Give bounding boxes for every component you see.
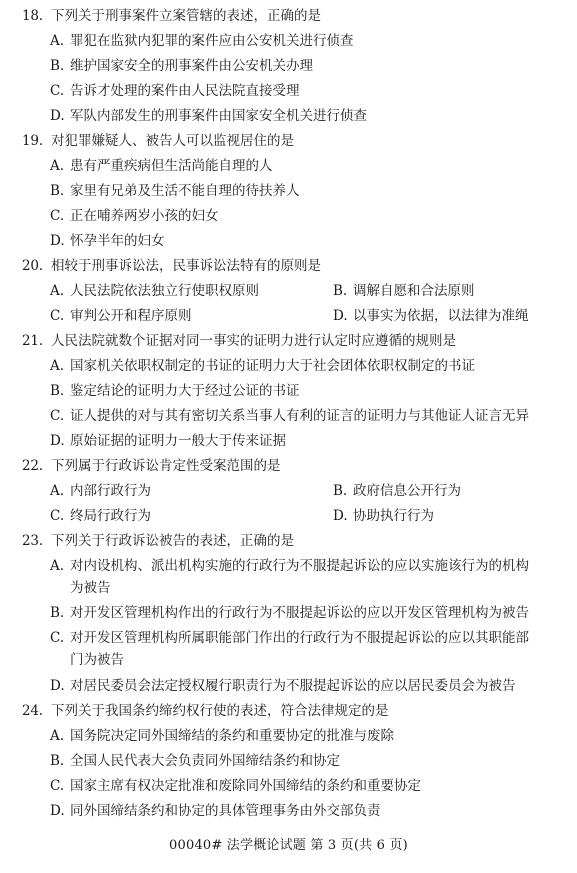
option-letter: B. [50,753,65,769]
option-text: 国务院决定同外国缔结的条约和重要协定的批准与废除 [70,728,394,744]
option-letter: D. [333,308,348,324]
option-letter: A. [50,358,65,374]
option-text: 国家主席有权决定批准和废除同外国缔结的条约和重要协定 [70,778,421,794]
option-letter: B. [333,283,348,299]
option-text: 全国人民代表大会负责同外国缔结条约和协定 [70,753,340,769]
option-letter: D. [50,678,65,694]
option-text: 以事实为依据，以法律为准绳 [353,308,529,324]
option-text: 正在哺养两岁小孩的妇女 [70,208,219,224]
option-text: 维护国家安全的刑事案件由公安机关办理 [70,58,313,74]
option-text: 审判公开和程序原则 [70,308,192,324]
option-letter: C. [50,630,65,646]
question-number: 21. [22,333,43,349]
option-letter: A. [50,728,65,744]
question-number: 20. [22,258,43,274]
option-text: 患有严重疾病但生活尚能自理的人 [70,158,273,174]
option-letter: C. [50,83,65,99]
option-letter: D. [50,108,65,124]
page-footer: 00040# 法学概论试题 第 3 页(共 6 页) [169,838,408,853]
option-text: 对开发区管理机构作出的行政行为不服提起诉讼的应以开发区管理机构为被告 [70,605,529,621]
question-text: 相较于刑事诉讼法，民事诉讼法特有的原则是 [51,258,321,274]
option-letter: D. [50,433,65,449]
question-text: 下列关于行政诉讼被告的表述，正确的是 [51,533,294,549]
option-text: 国家机关依职权制定的书证的证明力大于社会团体依职权制定的书证 [70,358,475,374]
option-letter: A. [50,33,65,49]
option-text: 对居民委员会法定授权履行职责行为不服提起诉讼的应以居民委员会为被告 [70,678,516,694]
option-letter: D. [333,508,348,524]
option-text: 家里有兄弟及生活不能自理的待扶养人 [70,183,300,199]
option-letter: B. [333,483,348,499]
option-letter: C. [50,308,65,324]
option-letter: D. [50,803,65,819]
question-text: 下列关于我国条约缔约权行使的表述，符合法律规定的是 [51,703,389,719]
question-number: 19. [22,133,43,149]
option-text: 政府信息公开行为 [353,483,461,499]
option-text: 调解自愿和合法原则 [353,283,475,299]
option-text: 原始证据的证明力一般大于传来证据 [70,433,286,449]
question-text: 下列关于刑事案件立案管辖的表述，正确的是 [51,8,321,24]
option-text: 证人提供的对与其有密切关系当事人有利的证言的证明力与其他证人证言无异 [70,408,529,424]
option-letter: D. [50,233,65,249]
option-text: 同外国缔结条约和协定的具体管理事务由外交部负责 [70,803,381,819]
option-letter: B. [50,58,65,74]
question-number: 18. [22,8,43,24]
option-text: 人民法院依法独立行使职权原则 [70,283,259,299]
option-letter: C. [50,408,65,424]
option-letter: C. [50,508,65,524]
option-letter: C. [50,778,65,794]
option-text-continued: 为被告 [70,580,111,596]
option-text: 内部行政行为 [70,483,151,499]
option-text: 军队内部发生的刑事案件由国家安全机关进行侦查 [70,108,367,124]
option-text: 鉴定结论的证明力大于经过公证的书证 [70,383,300,399]
option-text: 协助执行行为 [353,508,434,524]
option-letter: B. [50,183,65,199]
option-letter: B. [50,605,65,621]
question-number: 23. [22,533,43,549]
option-text: 对开发区管理机构所属职能部门作出的行政行为不服提起诉讼的应以其职能部 [70,630,529,646]
question-number: 24. [22,703,43,719]
option-text: 告诉才处理的案件由人民法院直接受理 [70,83,300,99]
option-letter: A. [50,558,65,574]
option-letter: A. [50,158,65,174]
question-text: 下列属于行政诉讼肯定性受案范围的是 [51,458,281,474]
option-text: 终局行政行为 [70,508,151,524]
option-text: 罪犯在监狱内犯罪的案件应由公安机关进行侦查 [70,33,354,49]
option-letter: B. [50,383,65,399]
option-text-continued: 门为被告 [70,652,124,668]
question-text: 对犯罪嫌疑人、被告人可以监视居住的是 [51,133,294,149]
option-letter: C. [50,208,65,224]
option-letter: A. [50,283,65,299]
question-number: 22. [22,458,43,474]
option-text: 怀孕半年的妇女 [70,233,165,249]
option-text: 对内设机构、派出机构实施的行政行为不服提起诉讼的应以实施该行为的机构 [70,558,529,574]
question-text: 人民法院就数个证据对同一事实的证明力进行认定时应遵循的规则是 [51,333,456,349]
option-letter: A. [50,483,65,499]
